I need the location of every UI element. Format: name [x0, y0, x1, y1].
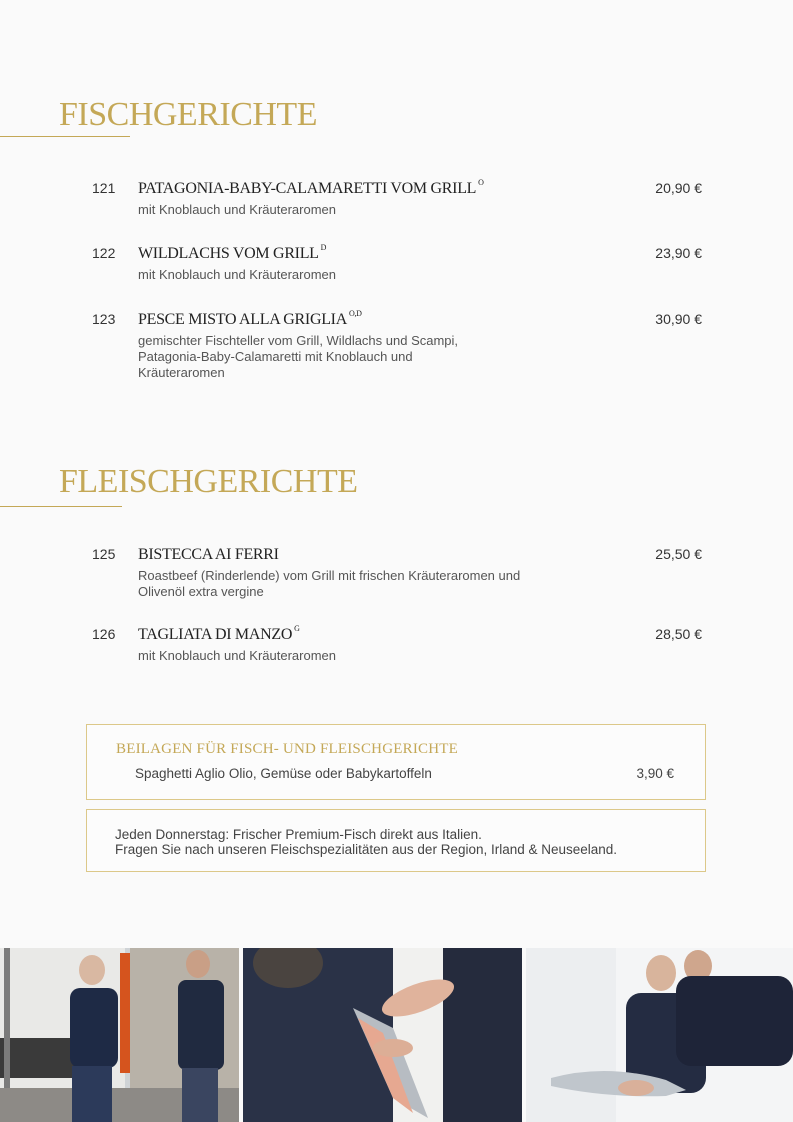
- fish-section-title: FISCHGERICHTE: [59, 96, 317, 133]
- sides-price: 3,90 €: [636, 766, 674, 781]
- fish-title-underline: [0, 136, 130, 137]
- dish-price: 23,90 €: [655, 245, 702, 261]
- allergen-code: D: [320, 243, 327, 252]
- photo-fish-inspection: [526, 948, 793, 1122]
- sides-box: [86, 724, 706, 800]
- dish-description: mit Knoblauch und Kräuteraromen: [138, 648, 337, 663]
- photo-truck-conversation: [0, 948, 239, 1122]
- dish-name: PATAGONIA-BABY-CALAMARETTI VOM GRILL $^O$: [138, 178, 484, 197]
- dish-price: 20,90 €: [655, 180, 702, 196]
- meat-section-title: FLEISCHGERICHTE: [59, 463, 358, 500]
- allergen-code: O: [478, 178, 484, 187]
- dish-description: gemischter Fischteller vom Grill, Wildlachs und Scampi, Patagonia-Baby-Calamaretti mit Knoblauch und Kräuteraromen: [138, 333, 459, 380]
- dish-name: BISTECCA AI FERRI: [138, 546, 279, 563]
- allergen-code: O,D: [348, 309, 362, 318]
- dish-name: PESCE MISTO ALLA GRIGLIA $^{O,D}$: [138, 309, 362, 328]
- dish-number: 122: [92, 245, 116, 261]
- dish-number: 125: [92, 546, 116, 562]
- dish-price: 28,50 €: [655, 626, 702, 642]
- sides-description: Spaghetti Aglio Olio, Gemüse oder Babykartoffeln: [135, 766, 432, 781]
- dish-description: mit Knoblauch und Kräuteraromen: [138, 267, 337, 282]
- dish-number: 126: [92, 626, 116, 642]
- info-box: [86, 809, 706, 872]
- dish-description: Roastbeef (Rinderlende) vom Grill mit frischen Kräuteraromen und Olivenöl extra vergine: [138, 568, 521, 599]
- info-line-meat: Fragen Sie nach unseren Fleischspezialitäten aus der Region, Irland & Neuseeland.: [115, 842, 618, 857]
- info-line-thursday: Jeden Donnerstag: Frischer Premium-Fisch direkt aus Italien.: [115, 827, 482, 842]
- dish-number: 121: [92, 180, 116, 196]
- dish-name: TAGLIATA DI MANZO $^G$: [138, 624, 300, 643]
- allergen-code: G: [294, 624, 300, 633]
- dish-name: WILDLACHS VOM GRILL $^D$: [138, 243, 327, 262]
- dish-description: mit Knoblauch und Kräuteraromen: [138, 202, 337, 217]
- sides-title: BEILAGEN FÜR FISCH- UND FLEISCHGERICHTE: [116, 741, 458, 757]
- dish-price: 30,90 €: [655, 311, 702, 327]
- dish-price: 25,50 €: [655, 546, 702, 562]
- meat-title-underline: [0, 506, 122, 507]
- photo-salmon-presentation: [243, 948, 522, 1122]
- dish-number: 123: [92, 311, 116, 327]
